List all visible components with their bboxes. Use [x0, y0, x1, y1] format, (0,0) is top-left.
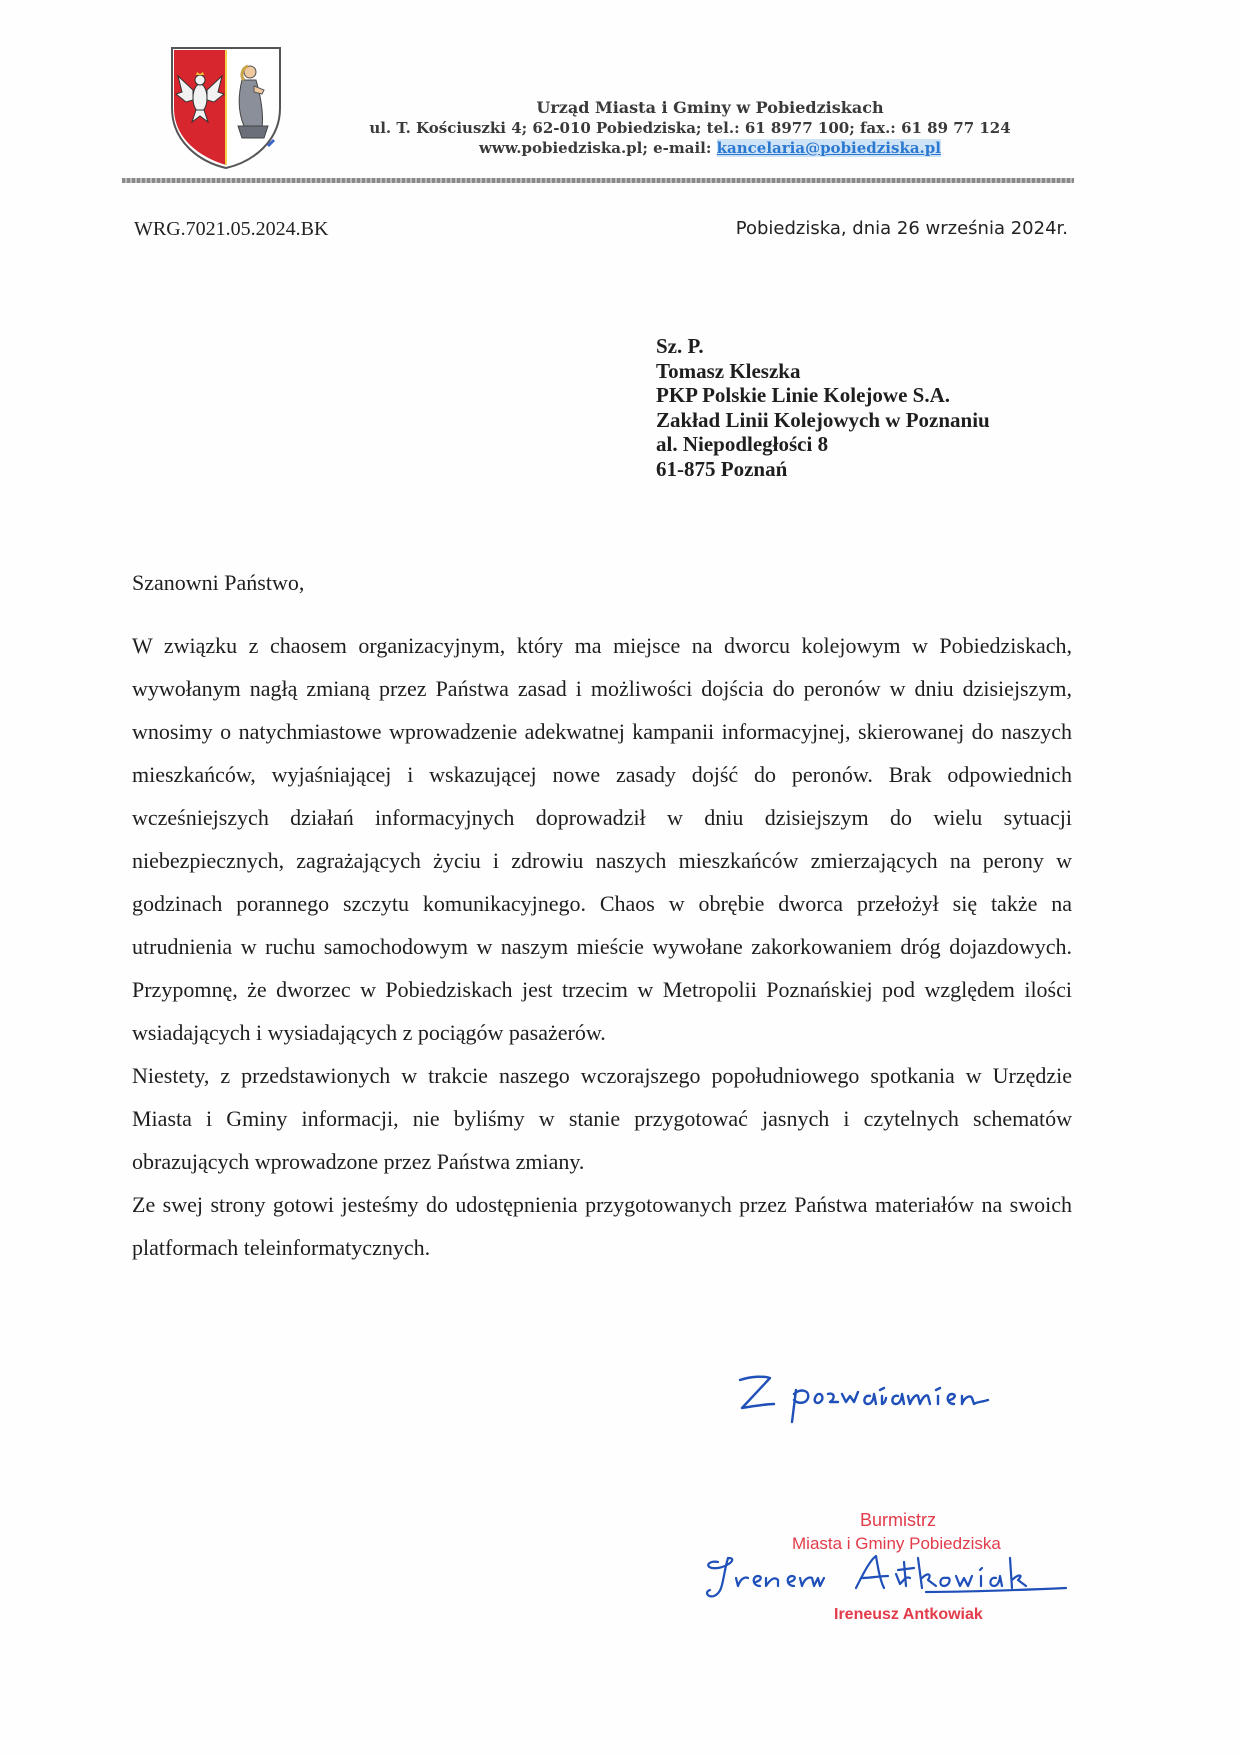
- addressee-line: Sz. P.: [656, 334, 704, 358]
- coat-of-arms-icon: [168, 46, 284, 170]
- letterhead: [290, 98, 1090, 158]
- stamp-title: Burmistrz: [860, 1510, 936, 1530]
- email-link[interactable]: kancelaria@pobiedziska.pl: [716, 139, 941, 157]
- signature-block: [700, 1510, 1080, 1630]
- body-paragraph: W związku z chaosem organizacyjnym, który ma miejsce na dworcu kolejowym w Pobiedziskach, wywołanym nagłą zmianą przez Państwa zasad i możliwości dojścia do peronów w dniu dzisiejszym, wnosimy o natychmiastowe wprowadzenie adekwatnej kampanii informacyjnej, skierowanej do naszych mieszkańców, wyjaśniającej i wskazującej nowe zasady dojść do peronów. Brak odpowiednich wcześniejszych działań informacyjnych doprowadził w dniu dzisiejszym do wielu sytuacji niebezpiecznych, zagrażających życiu i zdrowiu naszych mieszkańców zmierzających na perony w godzinach porannego szczytu komunikacyjnego. Chaos w obrębie dworca przełożył się także na utrudnienia w ruchu samochodowym w naszym mieście wywołane zakorkowaniem dróg dojazdowych. Przypomnę, że dworzec w Pobiedziskach jest trzecim w Metropolii Poznańskiej pod względem ilości wsiadających i wysiadających z pociągów pasażerów.: [132, 633, 1072, 1045]
- institution-name: Urząd Miasta i Gminy w Pobiedziskach: [536, 98, 884, 117]
- body-paragraph: Ze swej strony gotowi jesteśmy do udostępnienia przygotowanych przez Państwa materiałów na swoich platformach teleinformatycznych.: [132, 1192, 1072, 1260]
- addressee-line: PKP Polskie Linie Kolejowe S.A.: [656, 383, 950, 407]
- salutation: Szanowni Państwo,: [132, 570, 305, 595]
- handwritten-signature: [700, 1548, 1070, 1608]
- institution-web: [330, 138, 1090, 158]
- addressee-line: Zakład Linii Kolejowych w Poznaniu: [656, 407, 990, 432]
- institution-address: ul. T. Kościuszki 4; 62-010 Pobiedziska; tel.: 61 8977 100; fax.: 61 89 77 124: [369, 119, 1011, 137]
- handwritten-closing: [730, 1368, 1010, 1428]
- body-paragraph: Niestety, z przedstawionych w trakcie naszego wczorajszego popołudniowego spotkania w Urzędzie Miasta i Gminy informacji, nie byliśmy w stanie przygotować jasnych i czytelnych schematów obrazujących wprowadzone przez Państwa zmiany.: [132, 1063, 1072, 1174]
- addressee-block: [656, 334, 990, 481]
- letterhead-divider: [122, 178, 1074, 183]
- letter-date: Pobiedziska, dnia 26 września 2024r.: [735, 218, 1068, 239]
- stamp-name: Ireneusz Antkowiak: [834, 1606, 983, 1623]
- addressee-line: al. Niepodległości 8: [656, 432, 829, 456]
- stamp-office: Miasta i Gminy Pobiedziska: [792, 1534, 1001, 1553]
- addressee-line: 61-875 Poznań: [656, 456, 788, 481]
- letter-body: [132, 624, 1072, 1269]
- web-prefix: www.pobiedziska.pl; e-mail:: [479, 139, 717, 157]
- reference-number: WRG.7021.05.2024.BK: [134, 218, 329, 240]
- addressee-line: Tomasz Kleszka: [656, 358, 801, 383]
